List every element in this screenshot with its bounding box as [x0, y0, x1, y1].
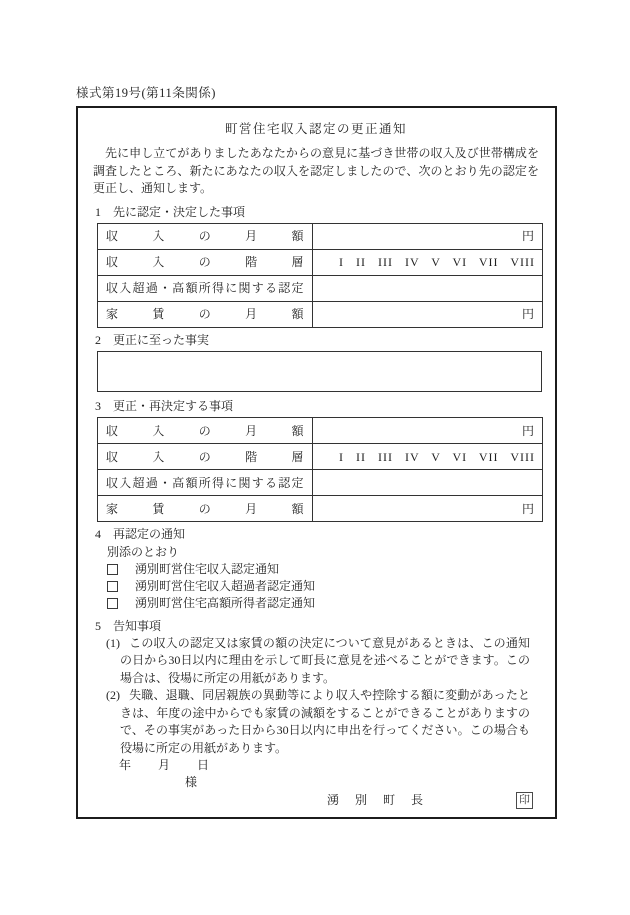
excess-income-field[interactable] [313, 275, 543, 301]
excess-income-field[interactable] [313, 470, 543, 496]
income-tier-label: 収 入 の 階 層 [98, 444, 313, 470]
notice-item-number: (1) [106, 635, 120, 650]
notice-item-text: 失職、退職、同居親族の異動等により収入や控除する額に変動があったときは、年度の途中からでも家賃の減額をすることができることがありますので、その事実があった日から30日以内に申出を行ってください。この場合も役場に所定の用紙があります。 [120, 688, 530, 755]
table-row [98, 249, 543, 275]
document-title: 町営住宅収入認定の更正通知 [224, 122, 407, 136]
correction-facts-field[interactable] [97, 351, 542, 393]
checkbox-icon[interactable] [107, 598, 118, 609]
income-monthly-amount-field[interactable]: 円 [313, 418, 543, 444]
income-monthly-label: 収 入 の 月 額 [98, 418, 313, 444]
form-number: 様式第19号(第11条関係) [76, 86, 216, 100]
rent-monthly-label: 家 賃 の 月 額 [98, 301, 313, 327]
section1-table [97, 223, 543, 328]
checkbox-row-high-income-notice[interactable] [107, 595, 539, 612]
excess-income-label: 収入超過・高額所得に関する認定 [98, 470, 313, 496]
date-field[interactable]: 年 月 日 [119, 758, 211, 772]
section3-heading: 3 更正・再決定する事項 [95, 399, 234, 413]
section3-table [97, 417, 543, 522]
table-row [98, 275, 543, 301]
section5-heading: 5 告知事項 [95, 618, 162, 633]
checkbox-label: 湧別町営住宅収入認定通知 [135, 562, 280, 576]
table-row [98, 496, 543, 522]
notice-item-text: この収入の認定又は家賃の額の決定について意見があるときは、この通知の日から30日以内に理由を示して町長に意見を述べることができます。この場合は、役場に所定の用紙があります。 [120, 635, 530, 685]
income-monthly-label: 収 入 の 月 額 [98, 223, 313, 249]
notice-item-1 [106, 635, 530, 688]
table-row [98, 301, 543, 327]
attachment-note: 別添のとおり [107, 545, 180, 559]
sender-title: 湧 別 町 長 [327, 793, 426, 807]
checkbox-label: 湧別町営住宅高額所得者認定通知 [135, 596, 316, 610]
notice-item-2 [106, 687, 530, 757]
seal-stamp-icon: 印 [516, 792, 533, 809]
table-row [98, 444, 543, 470]
section2-heading: 2 更正に至った事実 [95, 332, 210, 347]
section1-heading: 1 先に認定・決定した事項 [95, 204, 246, 219]
rent-monthly-amount-field[interactable]: 円 [313, 496, 543, 522]
table-row [98, 223, 543, 249]
income-monthly-amount-field[interactable]: 円 [313, 223, 543, 249]
table-row [98, 470, 543, 496]
table-row [98, 418, 543, 444]
checkbox-row-income-notice[interactable] [107, 561, 539, 578]
income-tier-label: 収 入 の 階 層 [98, 249, 313, 275]
checkbox-label: 湧別町営住宅収入超過者認定通知 [135, 579, 316, 593]
rent-monthly-amount-field[interactable]: 円 [313, 301, 543, 327]
form-border-box [76, 106, 557, 819]
rent-monthly-label: 家 賃 の 月 額 [98, 496, 313, 522]
checkbox-icon[interactable] [107, 581, 118, 592]
sender-row [93, 791, 539, 809]
excess-income-label: 収入超過・高額所得に関する認定 [98, 275, 313, 301]
income-tier-options[interactable]: I II III IV V VI VII VIII [313, 249, 543, 275]
checkbox-icon[interactable] [107, 564, 118, 575]
notice-item-number: (2) [106, 688, 120, 702]
intro-paragraph: 先に申し立てがありましたあなたからの意見に基づき世帯の収入及び世帯構成を調査したところ、新たにあなたの収入を認定しましたので、次のとおり先の認定を更正し、通知します。 [93, 146, 539, 195]
recipient-field[interactable]: 様 [185, 775, 198, 789]
checkbox-row-excess-income-notice[interactable] [107, 578, 539, 595]
income-tier-options[interactable]: I II III IV V VI VII VIII [313, 444, 543, 470]
form-footer [93, 757, 539, 811]
section4-heading: 4 再認定の通知 [95, 527, 186, 541]
